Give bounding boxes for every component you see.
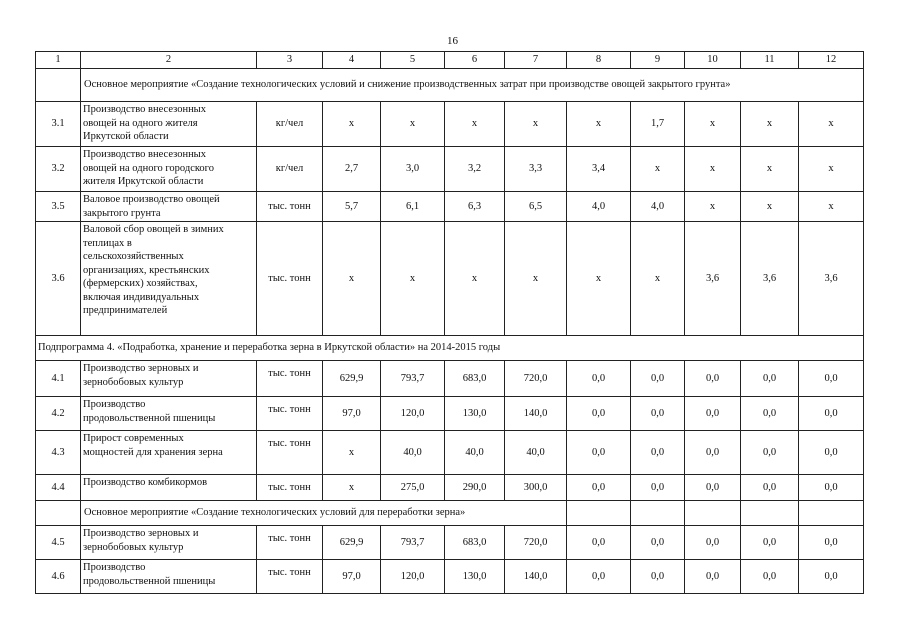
value-cell: х [567,102,631,147]
value-cell: 3,4 [567,147,631,192]
value-cell: 140,0 [505,560,567,594]
header-row [36,52,864,69]
table-row [36,147,864,192]
value-cell: х [741,102,799,147]
description-line: продовольственной пшеницы [83,412,216,424]
value-cell: х [741,192,799,222]
value-cell: 0,0 [567,526,631,560]
description-line: Валовое производство овощей [83,194,220,205]
row-description [81,526,257,560]
value-cell: 0,0 [631,431,685,475]
value-cell: х [567,222,631,336]
value-cell: х [799,192,864,222]
column-header: 8 [567,52,631,69]
value-cell: х [799,147,864,192]
value-cell: 40,0 [381,431,445,475]
value-cell: х [685,102,741,147]
value-cell: х [505,102,567,147]
description-line: мощностей для хранения зерна [83,446,223,458]
value-cell: 40,0 [445,431,505,475]
description-line: зернобобовых культур [83,541,184,553]
value-cell: х [685,192,741,222]
value-cell: 130,0 [445,397,505,431]
empty-cell [36,69,81,102]
row-number: 4.5 [36,526,81,560]
value-cell: 6,3 [445,192,505,222]
value-cell: 3,6 [799,222,864,336]
value-cell: 0,0 [741,397,799,431]
column-header: 12 [799,52,864,69]
value-cell: 0,0 [567,560,631,594]
value-cell: х [631,147,685,192]
unit-cell: тыс. тонн [257,222,323,336]
table-row [36,431,864,475]
unit-cell: тыс. тонн [257,431,323,475]
description-line: организациях, крестьянских [83,264,210,276]
page-number: 16 [447,35,458,47]
column-header: 3 [257,52,323,69]
description-line: Производство внесезонных [83,149,206,160]
value-cell: х [381,222,445,336]
value-cell: 0,0 [741,361,799,397]
column-header: 9 [631,52,685,69]
value-cell: х [323,431,381,475]
description-line: (фермерских) хозяйствах, [83,278,198,289]
table-row [36,222,864,336]
table-row [36,102,864,147]
value-cell: 0,0 [685,431,741,475]
row-description [81,102,257,147]
row-description [81,431,257,475]
table-row [36,397,864,431]
value-cell: х [631,222,685,336]
value-cell: 300,0 [505,475,567,501]
value-cell: х [685,147,741,192]
value-cell: х [381,102,445,147]
column-header: 6 [445,52,505,69]
value-cell: 3,3 [505,147,567,192]
value-cell: 720,0 [505,361,567,397]
empty-cell [741,501,799,526]
row-description [81,475,257,501]
value-cell: 3,2 [445,147,505,192]
empty-cell [36,501,81,526]
value-cell: х [323,102,381,147]
value-cell: 5,7 [323,192,381,222]
value-cell: 40,0 [505,431,567,475]
subprogram-title-row [36,336,864,361]
value-cell: х [741,147,799,192]
section-title-2: Основное мероприятие «Создание технологических условий для переработки зерна» [81,501,567,526]
empty-cell [567,501,631,526]
description-line: Производство [83,399,146,410]
description-line: Производство комбикормов [83,477,208,488]
column-header: 1 [36,52,81,69]
unit-cell: тыс. тонн [257,397,323,431]
value-cell: 0,0 [799,431,864,475]
value-cell: 130,0 [445,560,505,594]
description-line: Производство зерновых и [83,363,199,374]
column-header: 4 [323,52,381,69]
column-header: 5 [381,52,445,69]
table-row [36,475,864,501]
row-description [81,560,257,594]
description-line: жителя Иркутской области [83,176,204,187]
description-line: сельскохозяйственных [83,251,184,262]
description-line: Иркутской области [83,131,169,142]
row-description [81,397,257,431]
indicators-table [35,51,864,594]
row-description [81,361,257,397]
value-cell: 0,0 [631,475,685,501]
value-cell: 120,0 [381,560,445,594]
value-cell: 0,0 [685,526,741,560]
value-cell: х [445,222,505,336]
value-cell: 629,9 [323,526,381,560]
row-number: 4.6 [36,560,81,594]
value-cell: 4,0 [631,192,685,222]
value-cell: 97,0 [323,397,381,431]
table-row [36,361,864,397]
row-number: 4.3 [36,431,81,475]
row-number: 4.1 [36,361,81,397]
section-title-row [36,69,864,102]
table-row [36,560,864,594]
subprogram-title: Подпрограмма 4. «Подработка, хранение и переработка зерна в Иркутской области» на 2014-2015 годы [36,336,864,361]
description-line: включая индивидуальных [83,291,200,303]
value-cell: 120,0 [381,397,445,431]
description-line: продовольственной пшеницы [83,575,216,587]
value-cell: 793,7 [381,526,445,560]
description-line: закрытого грунта [83,207,161,219]
value-cell: х [323,222,381,336]
empty-cell [631,501,685,526]
value-cell: 0,0 [799,397,864,431]
value-cell: х [445,102,505,147]
column-header: 7 [505,52,567,69]
value-cell: 0,0 [567,361,631,397]
row-number: 4.4 [36,475,81,501]
value-cell: 1,7 [631,102,685,147]
value-cell: х [799,102,864,147]
value-cell: 629,9 [323,361,381,397]
row-number: 3.2 [36,147,81,192]
description-line: овощей на одного городского [83,162,214,174]
value-cell: 6,5 [505,192,567,222]
value-cell: 0,0 [799,526,864,560]
value-cell: 0,0 [631,560,685,594]
description-line: Валовой сбор овощей в зимних [83,224,224,235]
value-cell: х [323,475,381,501]
value-cell: 6,1 [381,192,445,222]
value-cell: 97,0 [323,560,381,594]
description-line: теплицах в [83,237,132,249]
row-number: 3.1 [36,102,81,147]
value-cell: 683,0 [445,526,505,560]
row-description [81,192,257,222]
value-cell: 0,0 [799,475,864,501]
value-cell: 2,7 [323,147,381,192]
row-description [81,222,257,336]
value-cell: 0,0 [685,475,741,501]
value-cell: 0,0 [741,475,799,501]
column-header: 11 [741,52,799,69]
value-cell: 3,6 [741,222,799,336]
unit-cell: тыс. тонн [257,526,323,560]
value-cell: 0,0 [685,397,741,431]
value-cell: 275,0 [381,475,445,501]
unit-cell: тыс. тонн [257,192,323,222]
section-title-2-row [36,501,864,526]
description-line: зернобобовых культур [83,376,184,388]
value-cell: 0,0 [631,526,685,560]
description-line: предпринимателей [83,305,168,316]
column-header: 10 [685,52,741,69]
section-title: Основное мероприятие «Создание технологических условий и снижение производственных затрат при производстве овощей закрытого грунта» [81,69,864,102]
description-line: овощей на одного жителя [83,117,198,129]
value-cell: 140,0 [505,397,567,431]
unit-cell: кг/чел [257,147,323,192]
unit-cell: тыс. тонн [257,361,323,397]
unit-cell: кг/чел [257,102,323,147]
value-cell: 0,0 [685,361,741,397]
value-cell: 0,0 [741,431,799,475]
unit-cell: тыс. тонн [257,475,323,501]
value-cell: 0,0 [567,431,631,475]
description-line: Производство [83,562,146,573]
column-header: 2 [81,52,257,69]
value-cell: 0,0 [567,475,631,501]
table-row [36,526,864,560]
value-cell: 0,0 [799,361,864,397]
value-cell: 0,0 [567,397,631,431]
row-number: 4.2 [36,397,81,431]
value-cell: 3,0 [381,147,445,192]
empty-cell [685,501,741,526]
value-cell: 4,0 [567,192,631,222]
description-line: Производство зерновых и [83,528,199,539]
value-cell: 793,7 [381,361,445,397]
value-cell: 0,0 [631,397,685,431]
value-cell: х [505,222,567,336]
value-cell: 0,0 [631,361,685,397]
value-cell: 0,0 [741,560,799,594]
value-cell: 0,0 [799,560,864,594]
row-number: 3.6 [36,222,81,336]
value-cell: 3,6 [685,222,741,336]
description-line: Прирост современных [83,433,184,444]
row-number: 3.5 [36,192,81,222]
value-cell: 683,0 [445,361,505,397]
table-row [36,192,864,222]
row-description [81,147,257,192]
value-cell: 0,0 [741,526,799,560]
description-line: Производство внесезонных [83,104,206,115]
unit-cell: тыс. тонн [257,560,323,594]
value-cell: 290,0 [445,475,505,501]
value-cell: 0,0 [685,560,741,594]
value-cell: 720,0 [505,526,567,560]
empty-cell [799,501,864,526]
